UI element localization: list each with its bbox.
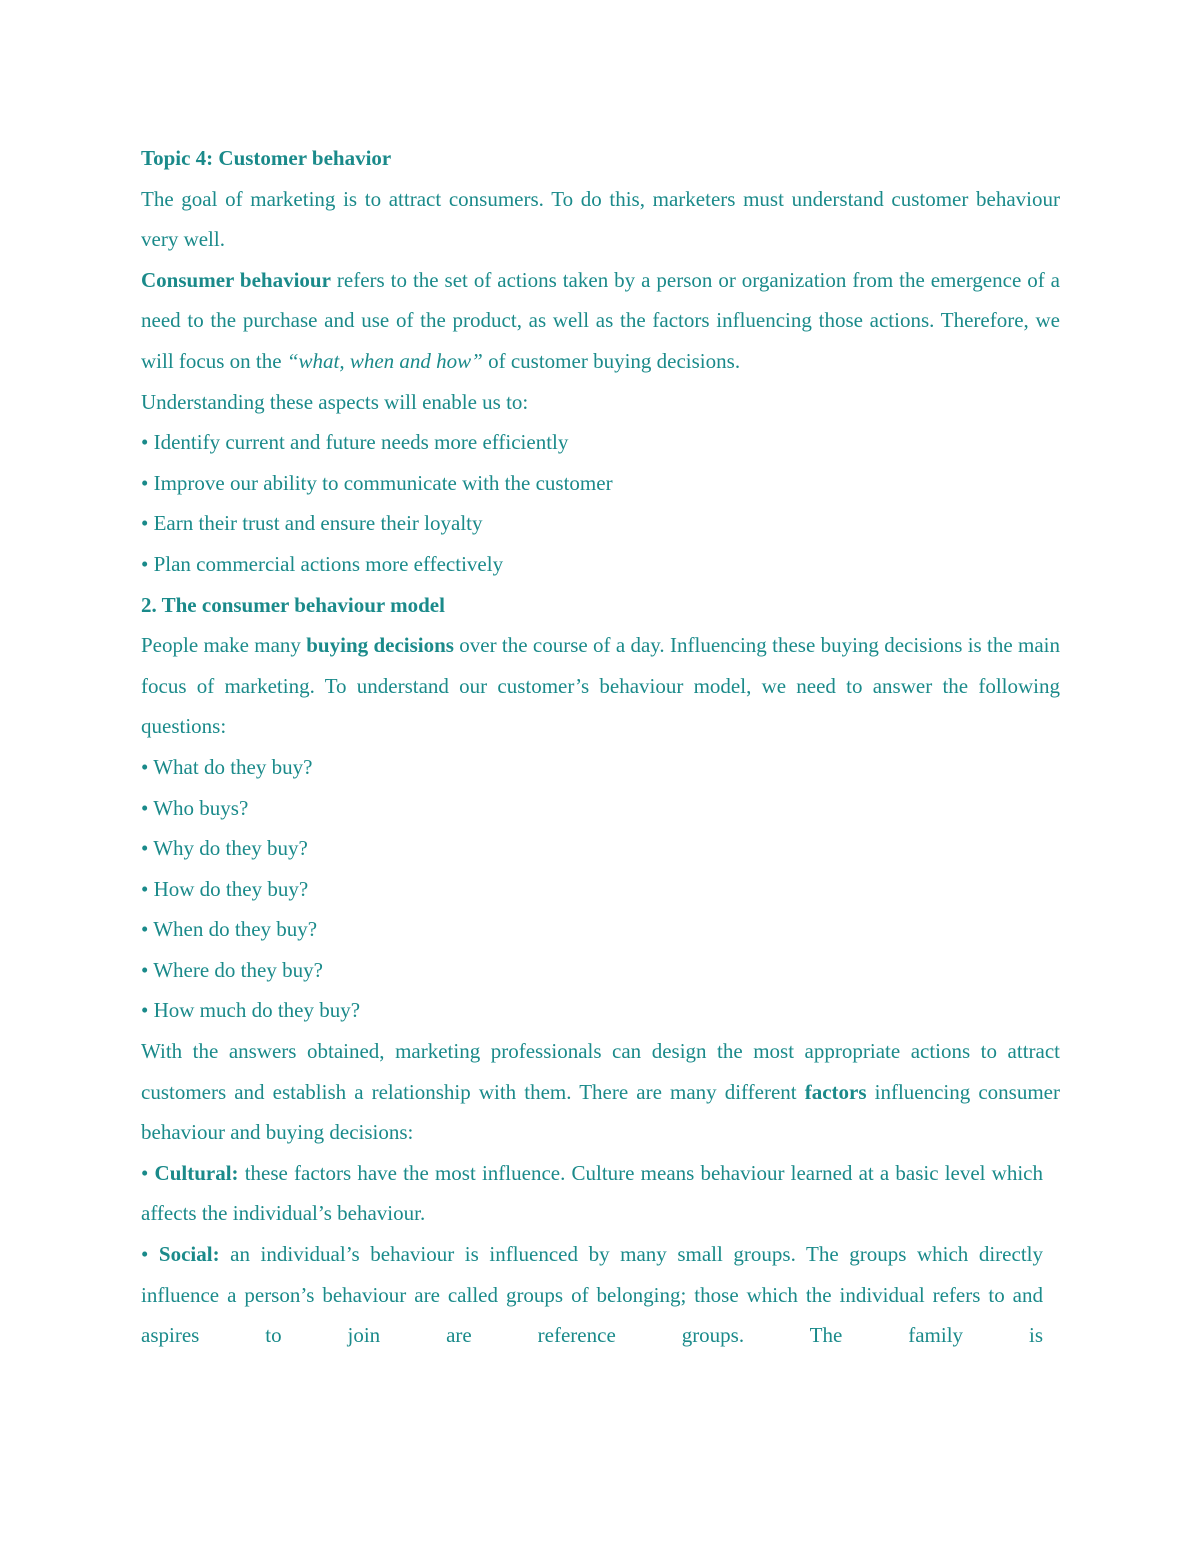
p2-text-start: With the answers obtained, marketing professionals can design the most appropriate actions to attract customers and establish a relationship with them. There are many different [141,1039,1060,1104]
p2-text-end: influencing consumer behaviour and buying decisions: [141,1079,1060,1145]
cultural-label: Cultural: [154,1160,239,1185]
document-page [141,138,1060,1356]
social-factor [141,1234,1043,1356]
definition-text-1: refers to the set of actions taken by a person or organization from the emergence of a need to the purchase and use of the product, as well as the factors influencing those actions. Therefore, we will focus on the [141,267,1060,373]
question-item: • Who buys? [141,795,249,820]
social-text: an individual’s behaviour is influenced by many small groups. The groups which directly influence a person’s behaviour are called groups of belonging; those which the individual refers to and aspires to join are reference groups. The family is [141,1242,1043,1348]
section2-paragraph-1 [141,625,1060,747]
question-item: • Where do they buy? [141,957,323,982]
definition-text-2: of customer buying decisions. [482,348,741,373]
question-item: • How do they buy? [141,876,309,901]
question-item: • How much do they buy? [141,998,361,1023]
section-heading: 2. The consumer behaviour model [141,592,445,617]
definition-paragraph [141,260,1060,382]
p1-bold: buying decisions [306,633,454,658]
p1-text-end: over the course of a day. Influencing these buying decisions is the main focus of marketing. To understand our customer’s behaviour model, we need to answer the following questions: [141,633,1060,739]
question-item: • When do they buy? [141,917,318,942]
social-label: Social: [158,1242,220,1267]
page-title: Topic 4: Customer behavior [141,146,392,170]
definition-term: Consumer behaviour [141,267,331,292]
intro-paragraph: The goal of marketing is to attract consumers. To do this, marketers must understand customer behaviour very well. [141,186,1060,252]
benefit-item: • Identify current and future needs more efficiently [141,430,569,455]
cultural-bullet: • [141,1160,155,1185]
cultural-factor [141,1153,1043,1234]
understanding-lead: Understanding these aspects will enable us to: [141,389,529,414]
p1-text-start: People make many [141,633,307,658]
p2-bold: factors [804,1079,867,1104]
definition-quote: “what, when and how” [286,348,483,373]
question-item: • Why do they buy? [141,836,308,861]
social-bullet: • [141,1242,159,1267]
question-item: • What do they buy? [141,754,313,779]
benefit-item: • Earn their trust and ensure their loyalty [141,511,483,536]
section2-paragraph-2 [141,1031,1060,1153]
benefit-item: • Plan commercial actions more effectively [141,551,504,576]
cultural-text: these factors have the most influence. Culture means behaviour learned at a basic level which affects the individual’s behaviour. [141,1160,1043,1226]
benefit-item: • Improve our ability to communicate with the customer [141,470,613,495]
